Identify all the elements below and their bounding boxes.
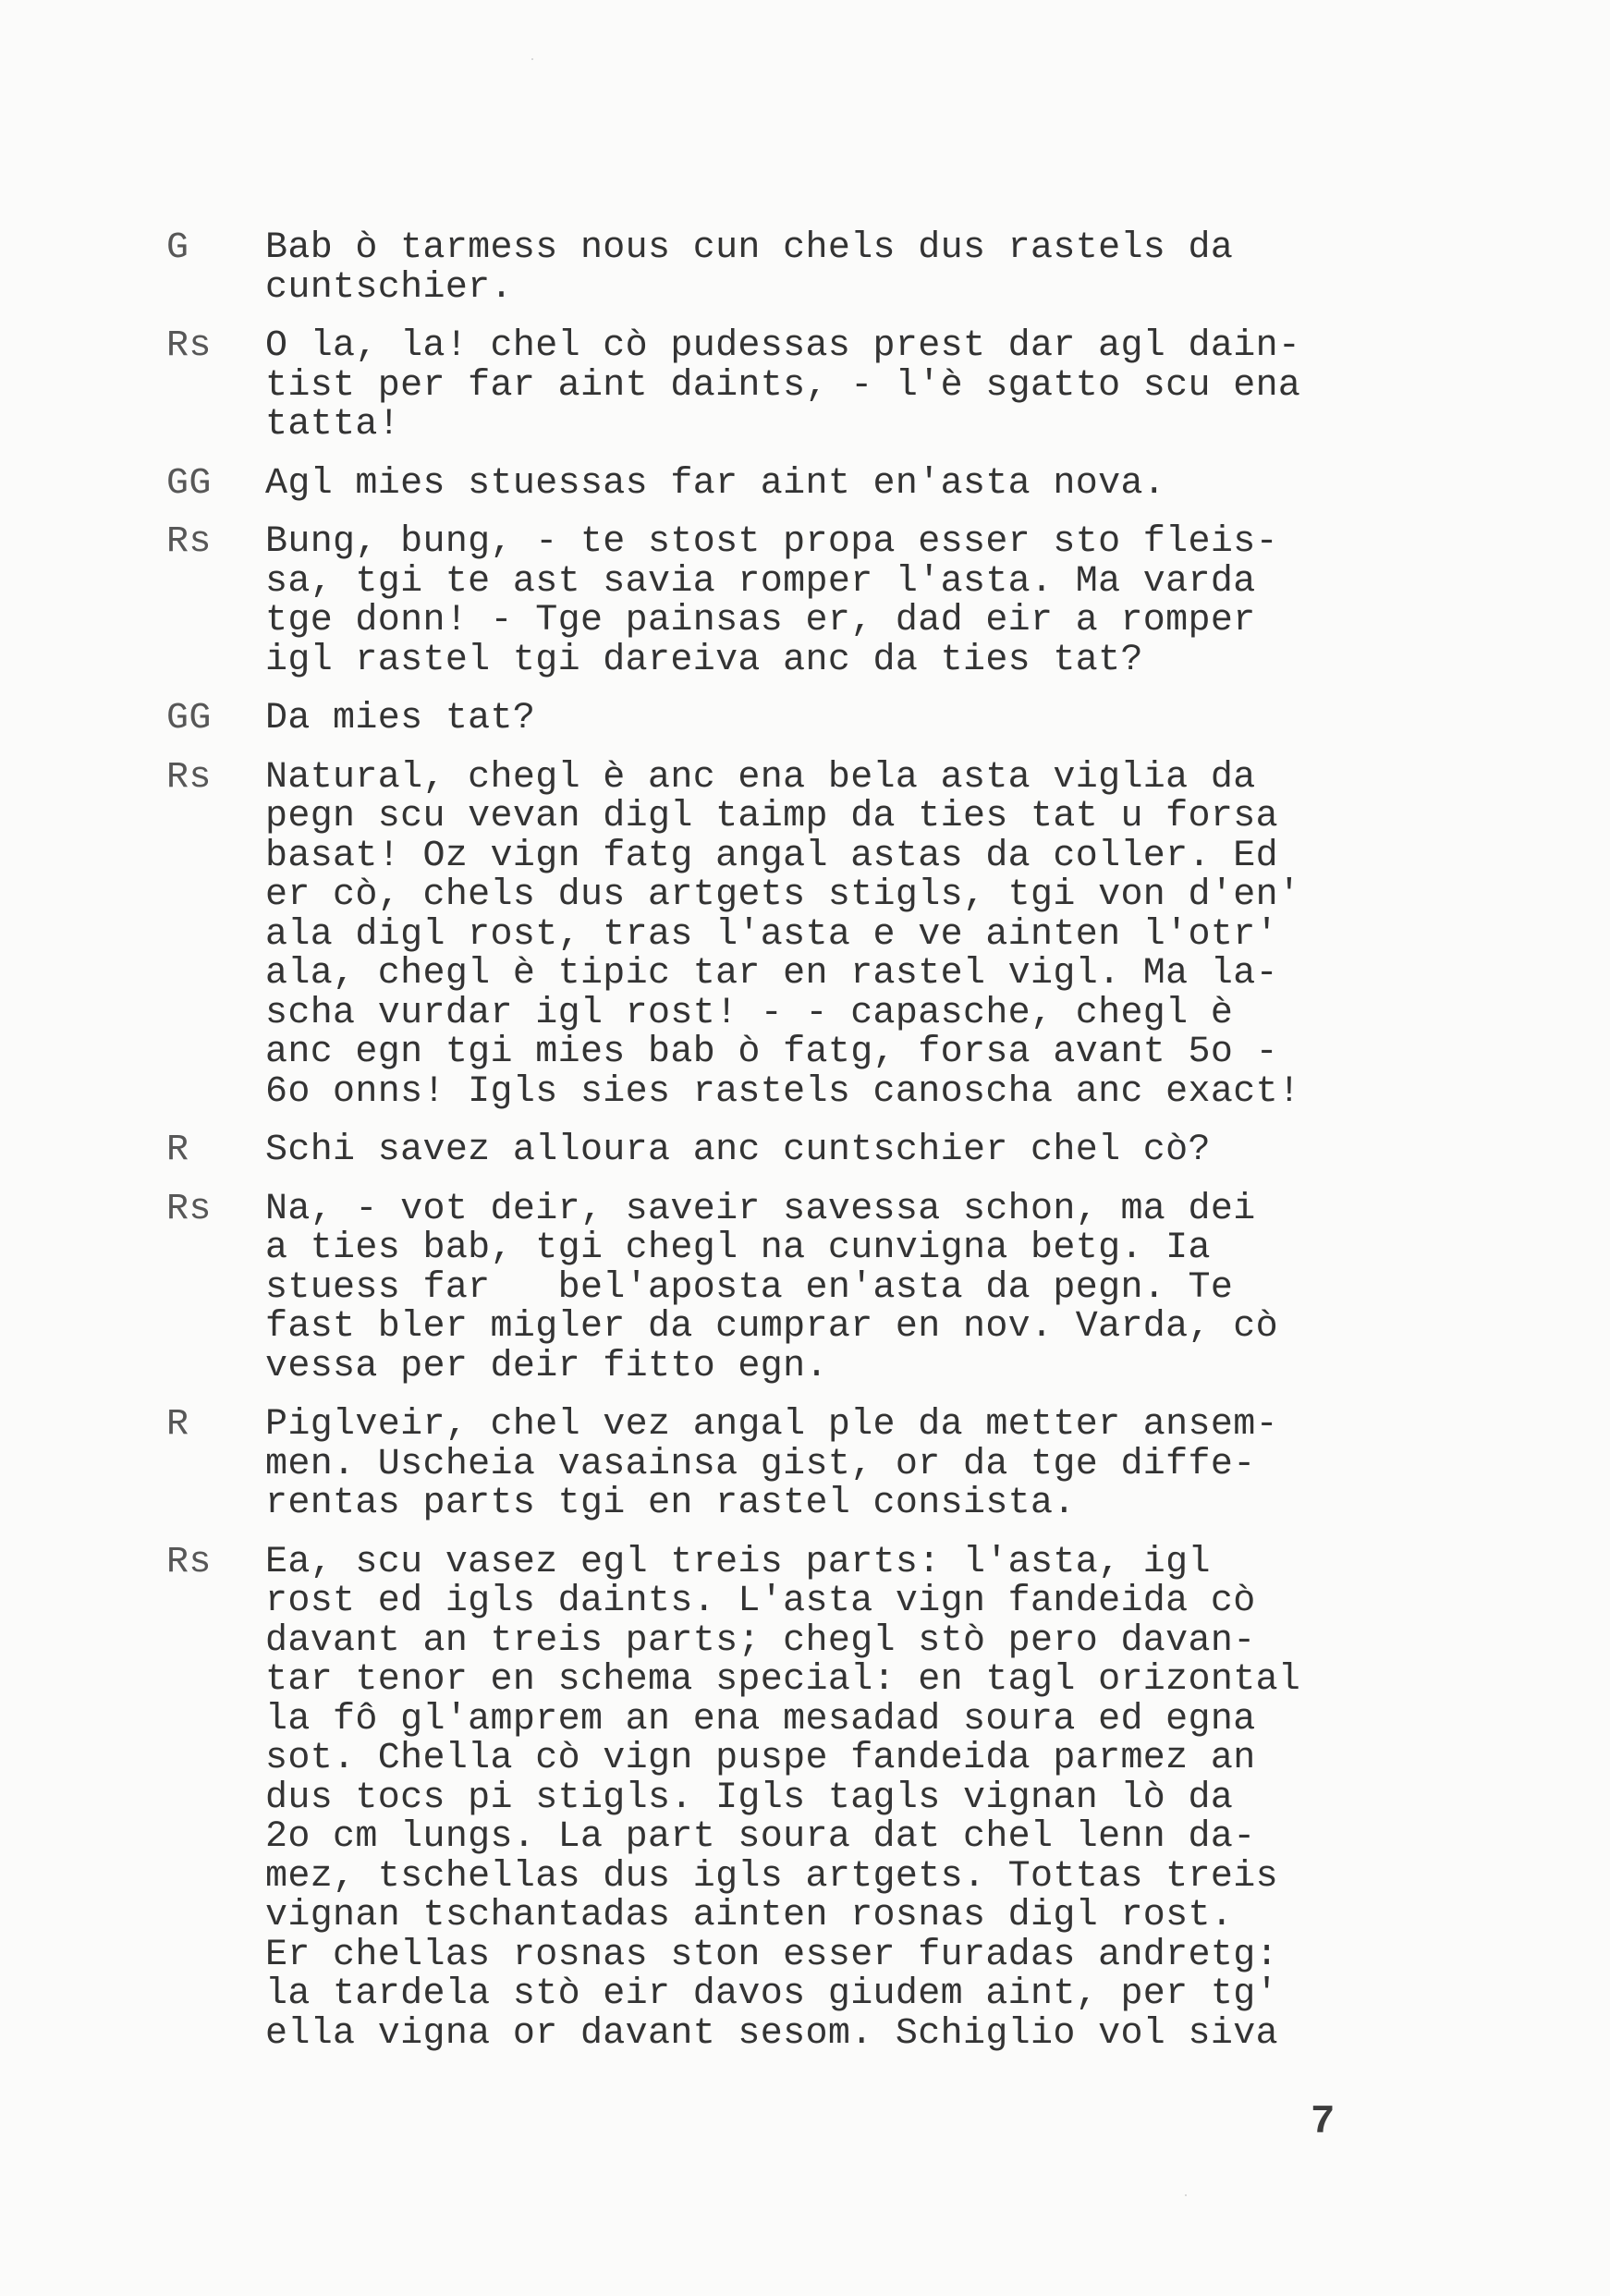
dialogue-text: O la, la! chel cò pudessas prest dar agl dain- tist per far aint daints, - l'è sgatto scu ena tatta! [265,325,1301,446]
speaker-label: G [166,227,189,269]
speaker-label: Rs [166,756,212,799]
dialogue-entry [166,1541,1396,2055]
dialogue-entry [166,1188,1396,1387]
dialogue-entry [166,1406,1396,1524]
speaker-label: Rs [166,521,212,563]
dialogue-entry [166,700,1396,739]
dialogue-entry [166,229,1396,308]
dialogue-text: Da mies tat? [265,698,536,739]
speaker-label: R [166,1130,189,1171]
page-number: 7 [1311,2099,1336,2145]
dialogue-text: Schi savez alloura anc cuntschier chel cò? [265,1130,1211,1171]
speaker-label: GG [166,462,212,505]
page-speck [1185,2194,1187,2196]
dialogue-text: Ea, scu vasez egl treis parts: l'asta, igl rost ed igls daints. L'asta vign fandeida cò davant an treis parts; chegl stò pero davan- tar tenor en schema special: en tagl orizontal la fô gl'amprem an ena mesadad soura ed egna sot. Chella cò vign puspe fandeida parmez an dus tocs pi stigls. Igls tagls vignan lò da 2o cm lungs. La part soura dat chel lenn da- mez, tschellas dus igls artgets. Tottas treis vignan tschantadas ainten rosnas digl rost. Er chellas rosnas ston esser furadas andretg: la tardela stò eir davos giudem aint, per tg' ella vigna or davant sesom. Schiglio vol siva [265,1541,1301,2055]
speaker-label: Rs [166,1188,212,1230]
dialogue-text: Agl mies stuessas far aint en'asta nova. [265,462,1166,505]
dialogue-entries [166,229,1396,2073]
dialogue-entry [166,462,1396,505]
speaker-label: R [166,1404,189,1446]
speaker-label: Rs [166,1541,212,1583]
dialogue-text: Piglveir, chel vez angal ple da metter ansem- men. Uscheia vasainsa gist, or da tge diffe- rentas parts tgi en rastel consista. [265,1404,1278,1524]
dialogue-entry [166,327,1396,446]
dialogue-entry [166,1131,1396,1171]
dialogue-text: Natural, chegl è anc ena bela asta viglia da pegn scu vevan digl taimp da ties tat u forsa basat! Oz vign fatg angal astas da coller. Ed er cò, chels dus artgets stigls, tgi von d'en' ala digl rost, tras l'asta e ve ainten l'otr' ala, chegl è tipic tar en rastel vigl. Ma la- scha vurdar igl rost! - - capasche, chegl è anc egn tgi mies bab ò fatg, forsa avant 5o - 6o onns! Igls sies rastels canoscha anc exact! [265,756,1301,1113]
speaker-label: GG [166,698,212,739]
speaker-label: Rs [166,325,212,367]
dialogue-text: Bung, bung, - te stost propa esser sto fleis- sa, tgi te ast savia romper l'asta. Ma varda tge donn! - Tge painsas er, dad eir a romper igl rastel tgi dareiva anc da ties tat? [265,521,1278,681]
dialogue-entry [166,756,1396,1113]
page-speck [531,58,533,60]
dialogue-text: Na, - vot deir, saveir savessa schon, ma dei a ties bab, tgi chegl na cunvigna betg. Ia stuess far bel'aposta en'asta da pegn. Te fast bler migler da cumprar en nov. Varda, cò vessa per deir fitto egn. [265,1188,1278,1387]
dialogue-entry [166,523,1396,680]
dialogue-text: Bab ò tarmess nous cun chels dus rastels da cuntschier. [265,227,1234,309]
